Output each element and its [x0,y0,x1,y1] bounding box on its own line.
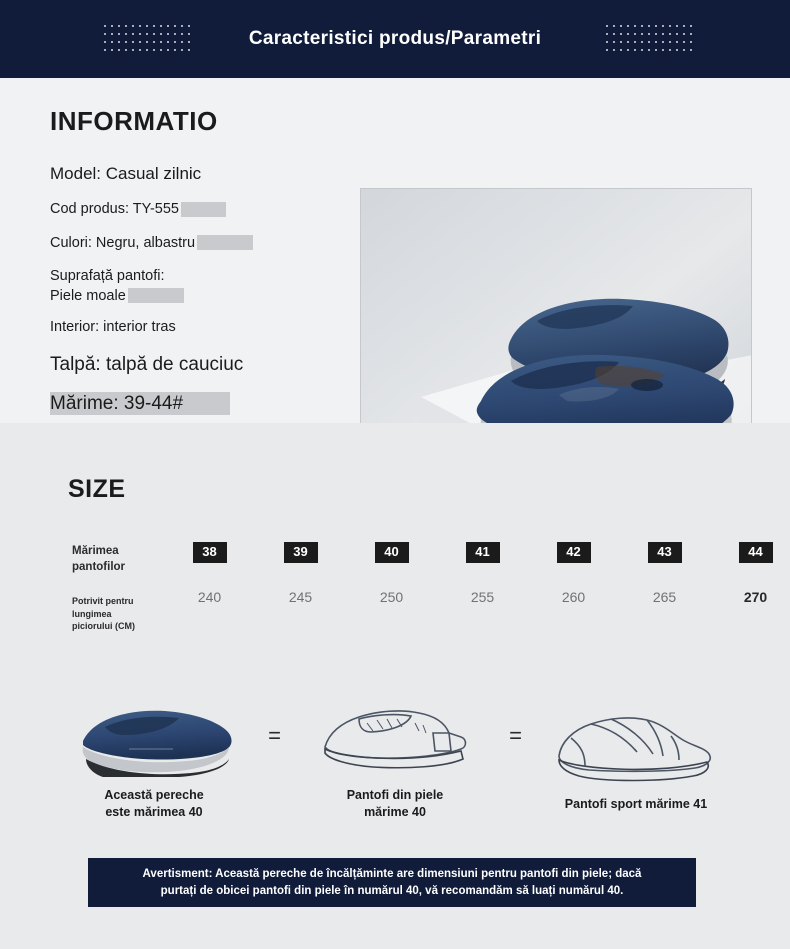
page-title: Caracteristici produs/Parametri [248,28,542,49]
comparison-item-this-pair [52,685,257,821]
leather-dress-shoe-outline-icon [293,685,498,777]
size-table-header-row [72,542,763,575]
size-comparison-row [0,678,790,828]
length-cell [346,589,437,607]
foot-length-label-line1: Potrivit pentru [72,596,134,607]
length-value-260: 260 [561,589,586,606]
length-value-255: 255 [470,589,495,606]
warning-line-2: purtați de obicei pantofi din piele în numărul 40, vă recomandăm să luați numărul 40. [160,884,624,897]
size-row-label-line2: pantofilor [72,560,126,573]
spec-sole [50,352,350,378]
size-cell [528,542,619,563]
comparison-item-sport-shoe [534,694,739,813]
redaction-block-material [128,288,184,303]
dot-grid-right-icon [606,25,692,53]
size-cell [346,542,437,563]
foot-length-label-line2: lungimea [72,608,112,619]
length-cell [255,589,346,607]
size-chips [164,542,790,563]
size-row-label [72,542,164,575]
length-value-240: 240 [197,589,222,606]
redaction-block-code [181,202,226,217]
redaction-block-colors [197,235,253,250]
equals-sign-1: = [268,723,281,748]
size-heading: SIZE [68,475,126,503]
foot-length-values [164,589,790,607]
size-chip-38: 38 [193,542,227,563]
size-cell [619,542,710,563]
spec-size-range-label: Mărime: 39-44# [50,393,184,415]
equals-sign-2: = [509,723,522,748]
size-chip-41: 41 [466,542,500,563]
spec-upper-material [50,267,350,306]
length-value-270: 270 [743,589,768,606]
spec-model-label: Model: Casual zilnic [50,164,202,183]
spec-colors [50,234,350,254]
spec-size-range [50,391,350,417]
comparison-caption-leather-shoe [293,787,498,821]
page-header-banner [0,0,790,78]
sport-sneaker-outline-icon [534,694,739,786]
length-value-265: 265 [652,589,677,606]
size-chip-43: 43 [648,542,682,563]
caption-line-2: este mărimea 40 [105,805,203,819]
dot-grid-left-icon [104,25,190,53]
spec-model [50,163,350,186]
length-value-245: 245 [288,589,313,606]
spec-list [50,163,350,417]
sizing-warning-banner [88,858,696,907]
spec-upper-material-value: Piele moale [50,287,126,304]
size-row-label-line1: Mărimea [72,545,119,557]
spec-product-code [50,200,350,220]
length-cell [619,589,710,607]
caption-line-2: mărime 40 [364,805,426,819]
length-cell [437,589,528,607]
size-cell [255,542,346,563]
size-cell [437,542,528,563]
foot-length-row-label [72,589,164,633]
length-cell [164,589,255,607]
length-cell [710,589,790,607]
spec-colors-label: Culori: Negru, albastru [50,234,196,251]
spec-sole-label: Talpă: talpă de cauciuc [50,353,244,375]
spec-product-code-label: Cod produs: TY-555 [50,200,179,217]
length-value-250: 250 [379,589,404,606]
caption-line-1: Pantofi din piele [346,788,444,803]
size-cell [164,542,255,563]
spec-upper-material-label: Suprafață pantofi: [50,268,165,285]
blue-loafer-shoe-icon [52,685,257,777]
size-cell [710,542,790,563]
spec-lining-label: Interior: interior tras [50,319,176,336]
size-chip-39: 39 [284,542,318,563]
size-table [72,542,768,633]
caption-line-1: Pantofi sport mărime 41 [564,796,708,811]
spec-lining [50,318,350,338]
info-heading: INFORMATIO [50,106,218,136]
comparison-item-leather-shoe [293,685,498,821]
caption-line-1: Această pereche [104,788,204,803]
foot-length-label-line3: piciorului (CM) [72,621,135,632]
comparison-caption-this-pair [52,787,257,821]
length-cell [528,589,619,607]
size-chip-42: 42 [557,542,591,563]
product-info-section [0,78,790,423]
warning-line-1: Avertisment: Această pereche de încălțăminte are dimensiuni pentru pantofi din piele; dacă [142,868,642,880]
size-chart-section [0,423,790,949]
size-chip-44: 44 [739,542,773,563]
size-chip-40: 40 [375,542,409,563]
foot-length-row [72,589,768,633]
comparison-caption-sport-shoe [534,796,739,813]
